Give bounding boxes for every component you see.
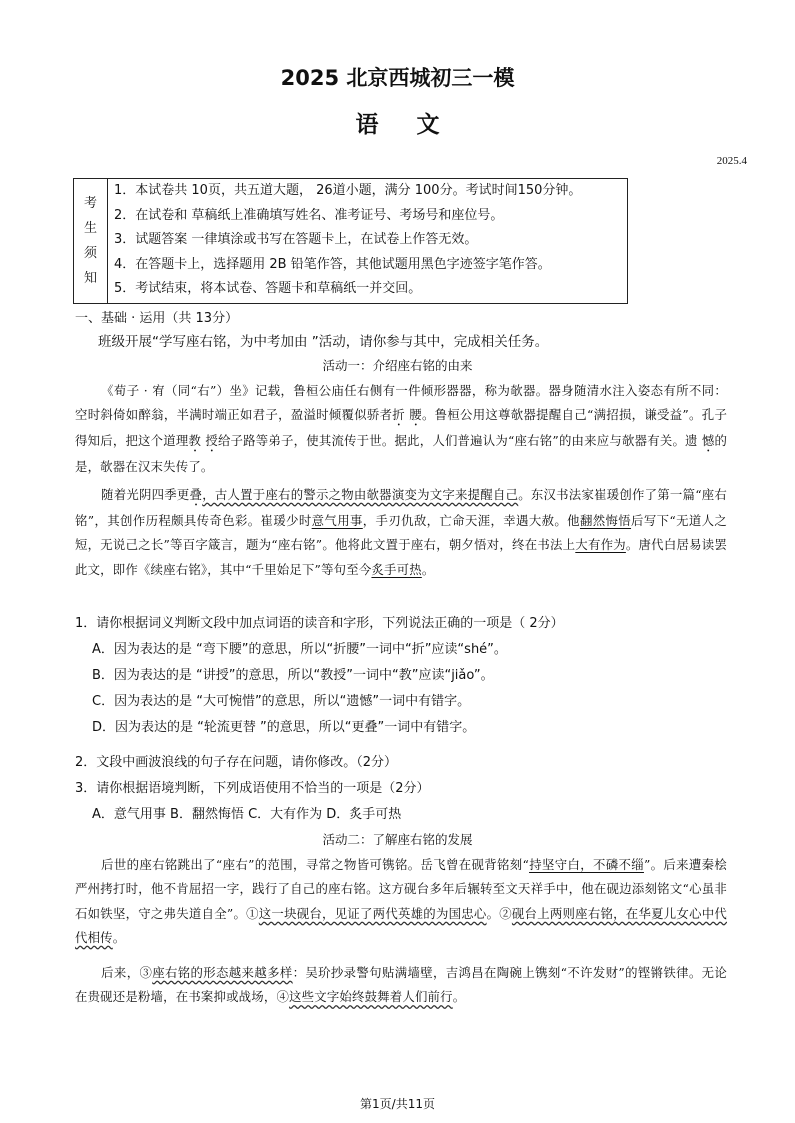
notice-label-char: 生 (83, 221, 97, 236)
wavy-sentence-4: 这些文字始终鼓舞着人们前行 (289, 989, 453, 1005)
text: 。 (452, 989, 466, 1005)
dotted-word: 授 (205, 433, 218, 449)
underlined-idiom: 意气用事 (311, 513, 363, 528)
notice-label (74, 179, 108, 303)
text: 后世的座右铭跳出了“座右”的范围，寻常之物皆可镌铭。岳飞曾在砚背铭刻“ (101, 857, 530, 872)
activity2-paragraph1 (75, 853, 727, 950)
q1-option-a: A．因为表达的是 “弯下腰”的意思，所以“折腰”一词中“折”应读“shé”。 (92, 642, 507, 657)
text: 后写下“无道人之短，无说己之长”等百字箴言，题为“座右铭”。他将此文置于座右，朝夕悟对，终在书法上 (75, 513, 728, 553)
text: 。 (112, 929, 126, 945)
text: 。东汉书法家崔瑗创作了第一篇“座右铭”，其创作历程颇具传奇色彩。崔瑗少时 (75, 487, 728, 528)
activity1-title: 活动一：介绍座右铭的由来 (322, 358, 473, 373)
question-2: 2．文段中画波浪线的句子存在问题，请你修改。（2分） (75, 755, 398, 770)
notice-item: 4．在答题卡上，选择题用 2B 铅笔作答，其他试题用黑色字迹签字笔作答。 (114, 256, 551, 272)
q1-option-c: C．因为表达的是 “大可惋惜”的意思，所以“遗憾”一词中有错字。 (92, 694, 471, 709)
activity1-paragraph2 (75, 483, 727, 582)
wavy-sentence-3: 座右铭的形态越来越多样 (152, 965, 293, 980)
q1-option-d: D．因为表达的是 “轮流更替 ”的意思，所以“更叠”一词中有错字。 (92, 720, 476, 735)
wavy-sentence-2: 砚台上两则座右铭，在华夏儿女心中代代相传 (75, 905, 727, 945)
notice-item: 1．本试卷共 10页，共五道大题， 26道小题，满分 100分。考试时间150分钟。 (114, 183, 582, 198)
dotted-word: 叠 (189, 487, 203, 502)
activity2-title: 活动二：了解座右铭的发展 (322, 832, 473, 847)
text: 。② (486, 905, 512, 921)
wavy-sentence-1: 这一块砚台，见证了两代英雄的为国忠心 (258, 905, 487, 921)
underlined-idiom: 炙手可热 (371, 561, 422, 577)
underlined-inscription: 持坚守白，不磷不缁 (529, 857, 644, 872)
subject-title: 语文 (355, 112, 478, 138)
text: ：吴玠抄录警句贴满墙壁，吉鸿昌在陶碗上镌刻“不许发财”的铿锵铁律。无论在贵砚还是粉墙，在书案抑或战场，④ (75, 965, 727, 1005)
notice-item: 5．考试结束，将本试卷、答题卡和草稿纸一并交回。 (114, 281, 422, 296)
q1-option-b: B．因为表达的是 “讲授”的意思，所以“教授”一词中“教”应读“jiǎo”。 (92, 668, 494, 683)
notice-label-char: 须 (83, 246, 97, 261)
underlined-idiom: 大有作为 (575, 537, 626, 553)
text: 《荀子 · 宥（同“右”）坐》记载，鲁桓公庙任右侧有一件倾形器器，称为欹器。器身随清水注入姿态有所不同：空时斜倚如醉翁，半满时端正如君子，盈溢时倾覆似骄者 (75, 383, 727, 423)
question-3: 3．请你根据语境判断，下列成语使用不恰当的一项是（2分） (75, 781, 430, 796)
notice-label-char: 考 (83, 196, 97, 211)
text: 随着光阴四季更 (101, 487, 190, 502)
question-1: 1．请你根据词义判断文段中加点词语的读音和字形，下列说法正确的一项是（ 2分） (75, 616, 564, 631)
activity1-paragraph1 (75, 379, 727, 480)
text: 。 (421, 561, 435, 577)
text: 给子路等弟子，使其流传于世。据此，人们普遍认为“座右铭”的由来应与欹器有关。遗 (217, 433, 698, 449)
text: 后来，③ (101, 965, 153, 980)
text: 。鲁桓公用这尊欹器提醒自己“满招损，谦受益”。孔子得知后，把这个道理 (75, 407, 728, 449)
dotted-word: 腰 (409, 407, 422, 423)
exam-notice-box (73, 178, 628, 304)
text: 的是，欹器在汉末失传了。 (75, 433, 728, 475)
q3-options: A．意气用事 B．翻然悔悟 C．大有作为 D．炙手可热 (92, 807, 402, 822)
wavy-sentence: ，古人置于座右的警示之物由欹器演变为文字来提醒自己 (202, 487, 519, 502)
section-intro: 班级开展“学写座右铭，为中考加由 ”活动，请你参与其中，完成相关任务。 (98, 334, 549, 350)
activity2-paragraph2 (75, 961, 727, 1010)
text: 。唐代白居易读罢此文，即作《续座右铭》，其中“千里始足下”等句至今 (75, 537, 727, 577)
notice-item: 2．在试卷和 草稿纸上准确填写姓名、准考证号、考场号和座位号。 (114, 207, 504, 223)
text: ，手刃仇敌，亡命天涯，幸遇大赦。他 (362, 513, 580, 528)
exam-title: 2025 北京西城初三一模 (280, 66, 515, 90)
section-heading: 一、基础 · 运用（共 13分） (75, 311, 239, 326)
notice-items (114, 179, 581, 302)
dotted-word: 憾 (701, 433, 715, 449)
page-footer: 第1页/共11页 (360, 1097, 435, 1111)
dotted-word: 教 (188, 433, 202, 449)
notice-label-char: 知 (83, 271, 97, 286)
exam-date: 2025.4 (716, 155, 747, 167)
text: ”。后来遭秦桧严州拷打时，他不肯屈招一字，践行了自己的座右铭。这方砚台多年后辗转至文天祥手中，他在砚边添刻铭文“心虽非石如铁坚，守之弗失道自全”。① (75, 857, 727, 921)
dotted-word: 折 (392, 407, 405, 423)
underlined-idiom: 翻然悔悟 (579, 513, 632, 528)
notice-item: 3．试题答案 一律填涂或书写在答题卡上，在试卷上作答无效。 (114, 232, 478, 247)
